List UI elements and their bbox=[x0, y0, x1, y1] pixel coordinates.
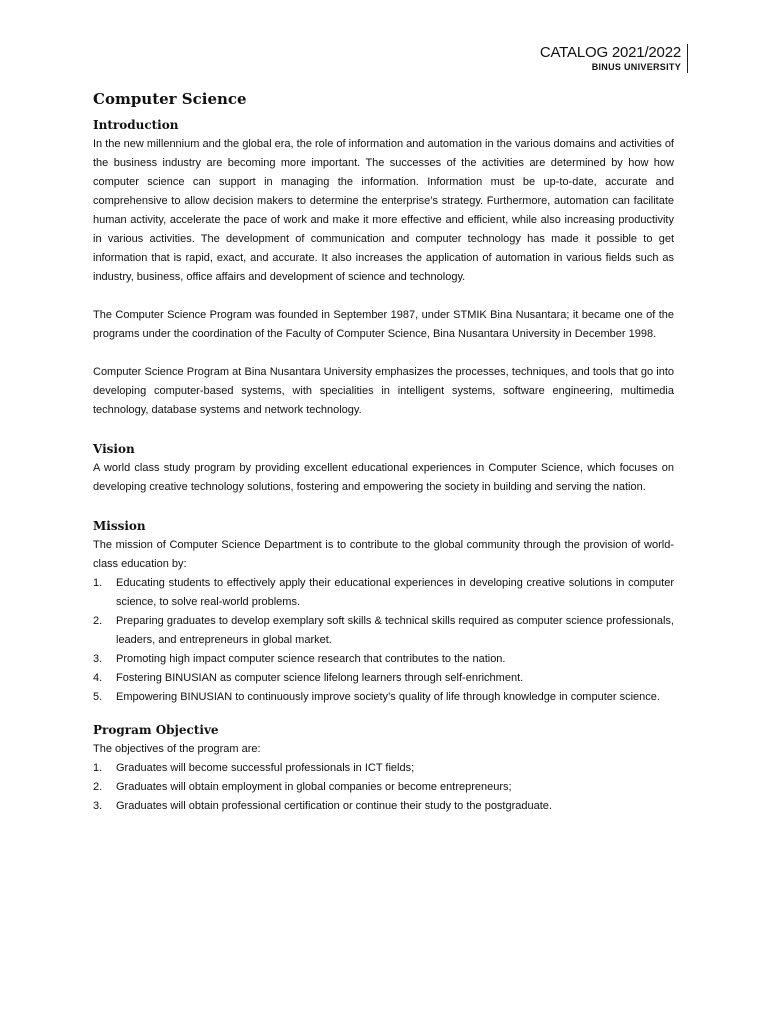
list-number: 4. bbox=[93, 672, 103, 684]
list-number: 1. bbox=[93, 577, 103, 589]
list-item-text: Fostering BINUSIAN as computer science lifelong learners through self-enrichment. bbox=[116, 672, 524, 684]
mission-intro: The mission of Computer Science Department is to contribute to the global community through the provision of world-class education by: bbox=[93, 539, 674, 570]
list-item-text: Promoting high impact computer science research that contributes to the nation. bbox=[116, 653, 506, 665]
list-number: 2. bbox=[93, 781, 103, 793]
introduction-paragraph-2: The Computer Science Program was founded in September 1987, under STMIK Bina Nusantara; it became one of the programs under the coordination of the Faculty of Computer Science, Bina Nusantara University in December 1998. bbox=[93, 309, 674, 340]
mission-list bbox=[93, 574, 674, 707]
page-header bbox=[540, 44, 688, 73]
introduction-heading: Introduction bbox=[93, 118, 179, 132]
objective-item bbox=[93, 797, 674, 816]
list-number: 1. bbox=[93, 762, 103, 774]
list-number: 3. bbox=[93, 800, 103, 812]
list-number: 3. bbox=[93, 653, 103, 665]
mission-item bbox=[93, 669, 674, 688]
mission-item bbox=[93, 650, 674, 669]
list-item-text: Graduates will become successful professionals in ICT fields; bbox=[116, 762, 415, 774]
objective-intro: The objectives of the program are: bbox=[93, 743, 261, 755]
document-body bbox=[93, 88, 674, 816]
university-label: BINUS UNIVERSITY bbox=[591, 62, 681, 72]
objective-item bbox=[93, 778, 674, 797]
mission-item bbox=[93, 574, 674, 612]
list-item-text: Preparing graduates to develop exemplary soft skills & technical skills required as computer science professionals, leaders, and entrepreneurs in global market. bbox=[116, 615, 674, 646]
objective-item bbox=[93, 759, 674, 778]
objective-heading: Program Objective bbox=[93, 723, 219, 737]
introduction-paragraph-1: In the new millennium and the global era, the role of information and automation in the various domains and activities of the business industry are becoming more important. The successes of the activities are determined by how how computer science can support in managing the information. Information must be up-to-date, accurate and comprehensive to allow decision makers to determine the enterprise’s strategy. Furthermore, automation can facilitate human activity, accelerate the pace of work and make it more effective and efficient, while also increasing productivity in various activities. The development of communication and computer technology has made it possible to get information that is rapid, exact, and accurate. It also increases the application of automation in various fields such as industry, business, office affairs and development of science and technology. bbox=[93, 138, 674, 283]
list-item-text: Graduates will obtain employment in global companies or become entrepreneurs; bbox=[116, 781, 512, 793]
vision-heading: Vision bbox=[93, 442, 135, 456]
page-title: Computer Science bbox=[93, 90, 247, 108]
vision-text: A world class study program by providing excellent educational experiences in Computer Science, which focuses on developing creative technology solutions, fostering and empowering the society in building and serving the nation. bbox=[93, 462, 674, 493]
list-item-text: Graduates will obtain professional certification or continue their study to the postgraduate. bbox=[116, 800, 552, 812]
list-item-text: Empowering BINUSIAN to continuously improve society’s quality of life through knowledge in computer science. bbox=[116, 691, 660, 703]
list-number: 2. bbox=[93, 615, 103, 627]
objective-list bbox=[93, 759, 674, 816]
mission-item bbox=[93, 612, 674, 650]
catalog-label: CATALOG 2021/2022 bbox=[539, 44, 681, 61]
introduction-paragraph-3: Computer Science Program at Bina Nusantara University emphasizes the processes, techniques, and tools that go into developing computer-based systems, with specialities in intelligent systems, software engineering, multimedia technology, database systems and network technology. bbox=[93, 366, 674, 416]
list-item-text: Educating students to effectively apply their educational experiences in developing creative solutions in computer science, to solve real-world problems. bbox=[116, 577, 674, 608]
mission-item bbox=[93, 688, 674, 707]
list-number: 5. bbox=[93, 691, 103, 703]
mission-heading: Mission bbox=[93, 519, 146, 533]
